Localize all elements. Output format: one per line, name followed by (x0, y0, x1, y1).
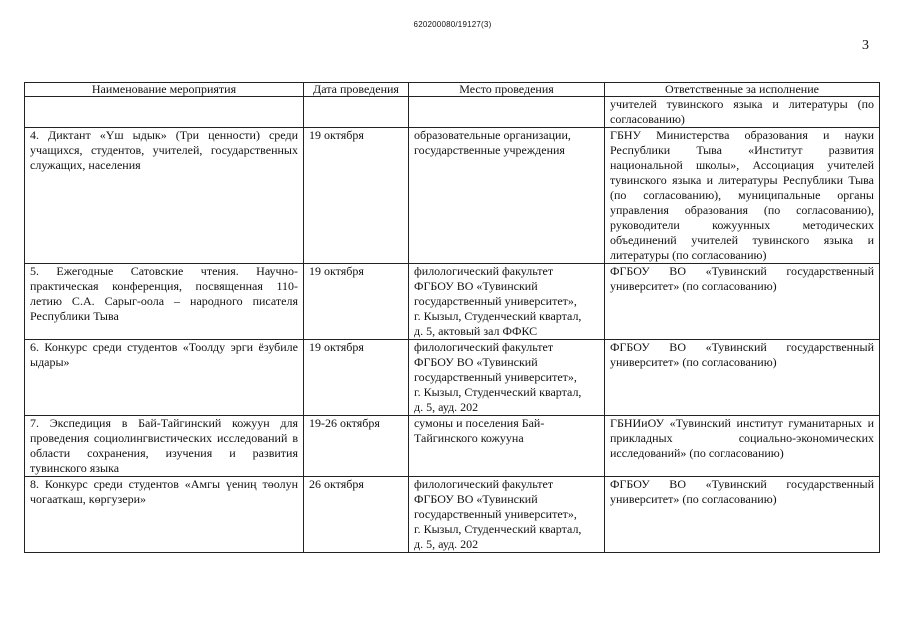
cell-name: 8. Конкурс среди студентов «Амгы үениң төолун чогааткаш, көргузери» (25, 477, 304, 553)
cell-date (304, 97, 409, 128)
table-row (25, 340, 880, 416)
cell-responsible: ГБНИиОУ «Тувинский институт гуманитарных и прикладных социально-экономических исследований» (по согласованию) (605, 416, 880, 477)
events-table (24, 82, 880, 553)
header-date: Дата проведения (304, 83, 409, 97)
cell-place (409, 97, 605, 128)
table-row-continuation (25, 97, 880, 128)
cell-place: филологический факультет ФГБОУ ВО «Тувинский государственный университет», г. Кызыл, Студенческий квартал, д. 5, ауд. 202 (409, 340, 605, 416)
table-row (25, 264, 880, 340)
header-place: Место проведения (409, 83, 605, 97)
cell-date: 19 октября (304, 264, 409, 340)
header-event-name: Наименование мероприятия (25, 83, 304, 97)
cell-responsible: учителей тувинского языка и литературы (по согласованию) (605, 97, 880, 128)
cell-name: 6. Конкурс среди студентов «Тоолду эрги ёзубиле ыдары» (25, 340, 304, 416)
cell-date: 19-26 октября (304, 416, 409, 477)
cell-responsible: ФГБОУ ВО «Тувинский государственный университет» (по согласованию) (605, 477, 880, 553)
table-row (25, 416, 880, 477)
cell-name: 7. Экспедиция в Бай-Тайгинский кожуун для проведения социолингвистических исследований в области сохранения, изучения и развития тувинского языка (25, 416, 304, 477)
cell-date: 19 октября (304, 340, 409, 416)
cell-responsible: ФГБОУ ВО «Тувинский государственный университет» (по согласованию) (605, 264, 880, 340)
table-row (25, 477, 880, 553)
document-code: 620200080/19127(3) (413, 20, 492, 29)
header-responsible: Ответственные за исполнение (605, 83, 880, 97)
table-row (25, 128, 880, 264)
cell-responsible: ФГБОУ ВО «Тувинский государственный университет» (по согласованию) (605, 340, 880, 416)
cell-date: 19 октября (304, 128, 409, 264)
cell-responsible: ГБНУ Министерства образования и науки Республики Тыва «Институт развития национальной школы», Ассоциация учителей тувинского языка и литературы Республики Тыва (по согласованию), муниципальные органы управления образования (по согласованию), руководители кожуунных методических объединений учителей тувинского языка и литературы (по согласованию) (605, 128, 880, 264)
cell-place: филологический факультет ФГБОУ ВО «Тувинский государственный университет», г. Кызыл, Студенческий квартал, д. 5, ауд. 202 (409, 477, 605, 553)
cell-place: образовательные организации, государственные учреждения (409, 128, 605, 264)
cell-place: сумоны и поселения Бай-Тайгинского кожууна (409, 416, 605, 477)
cell-name: 5. Ежегодные Сатовские чтения. Научно-практическая конференция, посвященная 110-летию С.А. Сарыг-оола – народного писателя Республики Тыва (25, 264, 304, 340)
cell-date: 26 октября (304, 477, 409, 553)
cell-name (25, 97, 304, 128)
table-header-row (25, 83, 880, 97)
cell-name: 4. Диктант «Үш ыдык» (Три ценности) среди учащихся, студентов, учителей, государственных служащих, населения (25, 128, 304, 264)
cell-place: филологический факультет ФГБОУ ВО «Тувинский государственный университет», г. Кызыл, Студенческий квартал, д. 5, актовый зал ФФКС (409, 264, 605, 340)
page-number: 3 (862, 38, 869, 53)
